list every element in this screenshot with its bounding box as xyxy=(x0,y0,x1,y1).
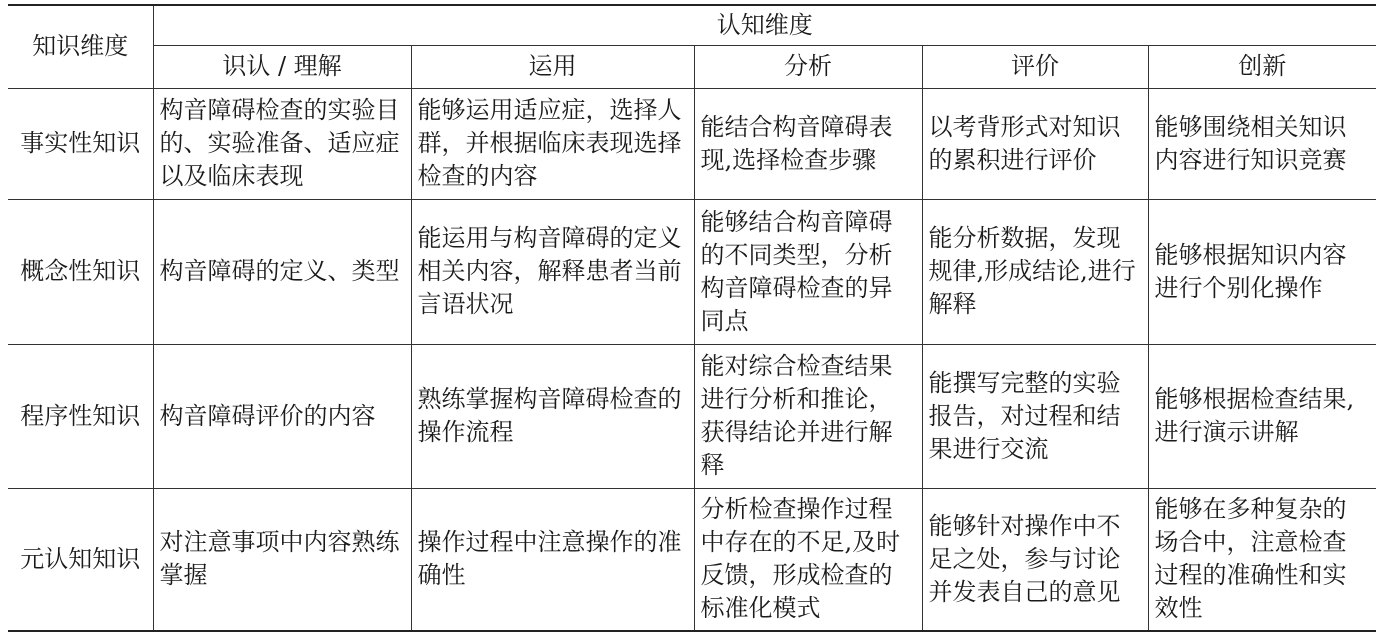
table-cell: 分析检查操作过程中存在的不足,及时反馈，形成检查的标准化模式 xyxy=(694,488,922,631)
table-cell: 能够根据检查结果,进行演示讲解 xyxy=(1148,344,1376,488)
table-cell: 操作过程中注意操作的准确性 xyxy=(411,488,694,631)
cognitive-knowledge-matrix-table xyxy=(8,4,1376,632)
row-header-conceptual-knowledge: 概念性知识 xyxy=(8,199,153,344)
column-header-create: 创新 xyxy=(1148,45,1376,88)
column-header-evaluate: 评价 xyxy=(922,45,1148,88)
table-cell: 能对综合检查结果进行分析和推论，获得结论并进行解释 xyxy=(694,344,922,488)
table-cell: 对注意事项中内容熟练掌握 xyxy=(153,488,411,631)
table-row xyxy=(8,88,1376,199)
table-cell: 能够运用适应症，选择人群，并根据临床表现选择检查的内容 xyxy=(411,88,694,199)
column-header-analyze: 分析 xyxy=(694,45,922,88)
table-cell: 能够根据知识内容进行个别化操作 xyxy=(1148,199,1376,344)
table-cell: 能结合构音障碍表现,选择检查步骤 xyxy=(694,88,922,199)
row-header-factual-knowledge: 事实性知识 xyxy=(8,88,153,199)
table-cell: 能够针对操作中不足之处，参与讨论并发表自己的意见 xyxy=(922,488,1148,631)
table-row xyxy=(8,199,1376,344)
table-cell: 能够围绕相关知识内容进行知识竞赛 xyxy=(1148,88,1376,199)
table-cell: 构音障碍评价的内容 xyxy=(153,344,411,488)
table-container xyxy=(8,4,1376,630)
table-cell: 能够在多种复杂的场合中，注意检查过程的准确性和实效性 xyxy=(1148,488,1376,631)
column-header-recognize-understand: 识认 / 理解 xyxy=(153,45,411,88)
table-cell: 以考背形式对知识的累积进行评价 xyxy=(922,88,1148,199)
table-row xyxy=(8,488,1376,631)
table-cell: 能够结合构音障碍的不同类型，分析构音障碍检查的异同点 xyxy=(694,199,922,344)
table-row xyxy=(8,344,1376,488)
group-header-cognitive-dimension: 认知维度 xyxy=(153,5,1376,45)
row-header-metacognitive-knowledge: 元认知知识 xyxy=(8,488,153,631)
column-header-apply: 运用 xyxy=(411,45,694,88)
header-row-columns xyxy=(8,45,1376,88)
table-cell: 能分析数据，发现规律,形成结论,进行解释 xyxy=(922,199,1148,344)
table-cell: 构音障碍的定义、类型 xyxy=(153,199,411,344)
table-cell: 构音障碍检查的实验目的、实验准备、适应症以及临床表现 xyxy=(153,88,411,199)
table-cell: 熟练掌握构音障碍检查的操作流程 xyxy=(411,344,694,488)
corner-header-knowledge-dimension: 知识维度 xyxy=(8,5,153,88)
table-cell: 能运用与构音障碍的定义相关内容，解释患者当前言语状况 xyxy=(411,199,694,344)
table-cell: 能撰写完整的实验报告，对过程和结果进行交流 xyxy=(922,344,1148,488)
row-header-procedural-knowledge: 程序性知识 xyxy=(8,344,153,488)
header-row-group xyxy=(8,5,1376,45)
